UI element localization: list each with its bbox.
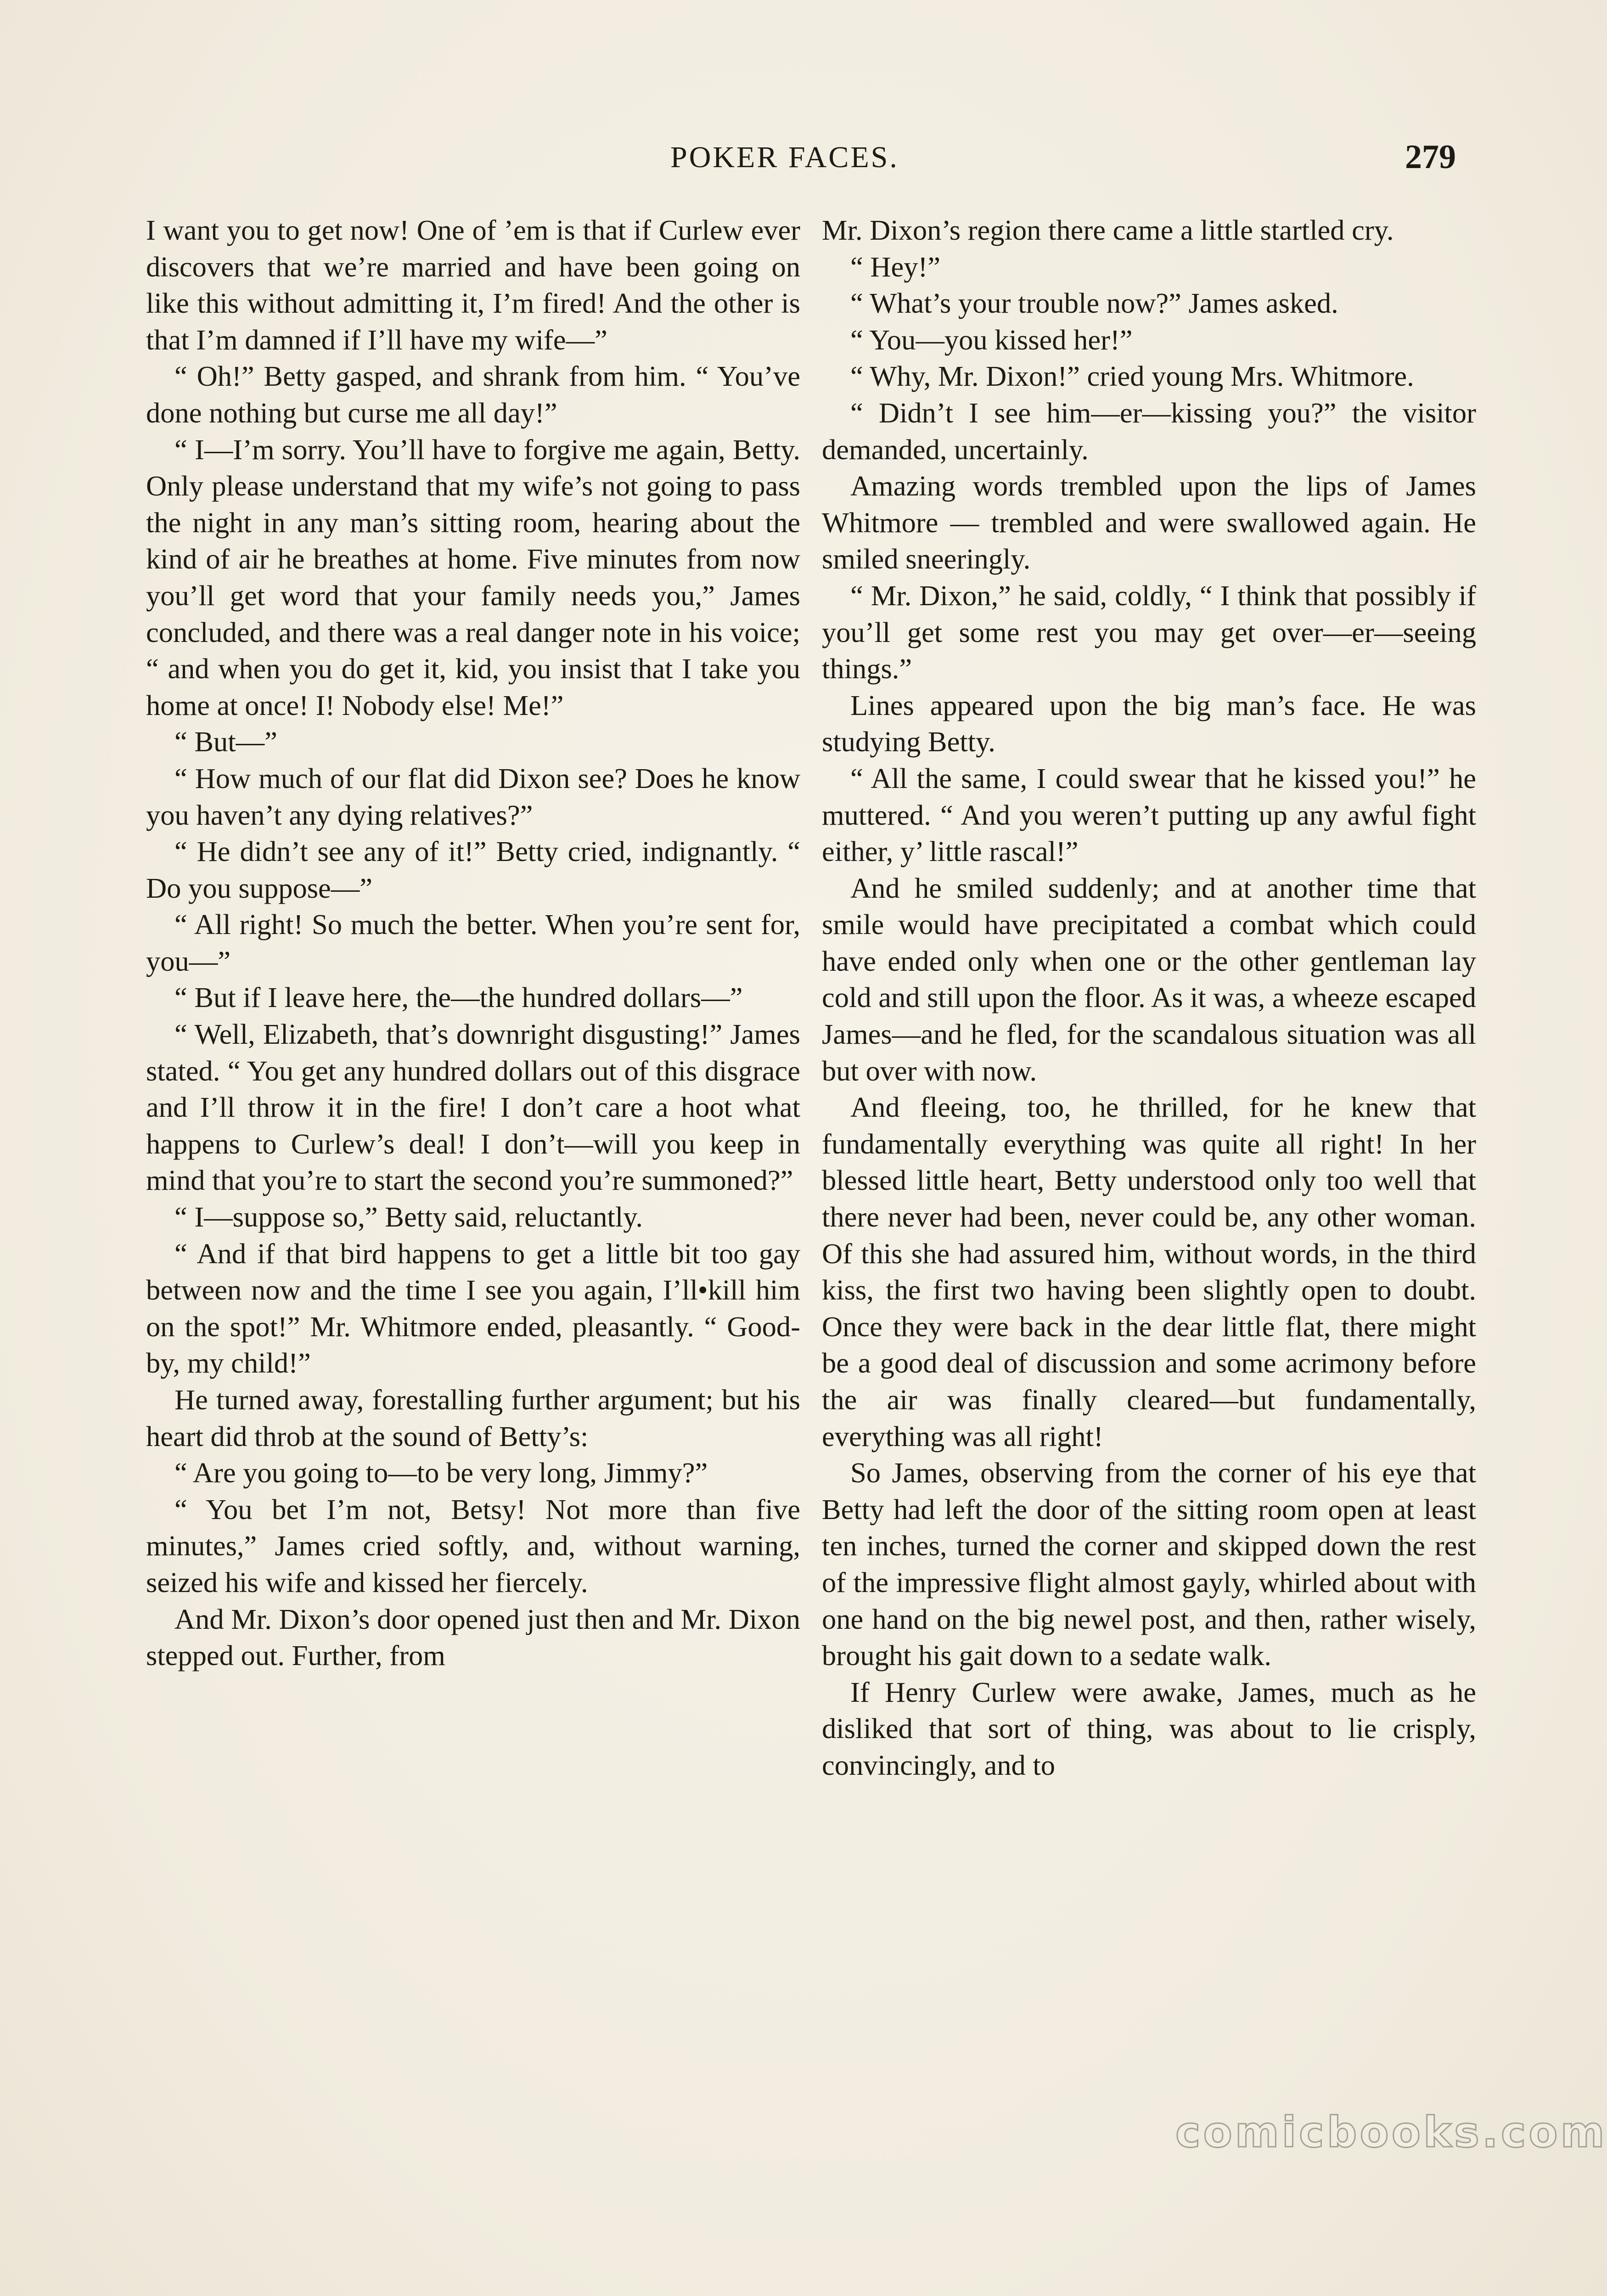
paragraph: So James, observing from the corner of his eye that Betty had left the door of the sitting room open at least ten inches, turned the corner and skipped down the rest of the impressive flight almost gayly, whirled about with one hand on the big newel post, and then, rather wisely, brought his gait down to a sedate walk.: [822, 1457, 1476, 1672]
paragraph: “ All the same, I could swear that he kissed you!” he muttered. “ And you weren’t putting up any awful fight either, y’ little rascal!”: [822, 762, 1476, 868]
paragraph: Lines appeared upon the big man’s face. He was studying Betty.: [822, 689, 1476, 758]
right-column: [822, 212, 1476, 1784]
paragraph: Amazing words trembled upon the lips of James Whitmore — trembled and were swallowed again. He smiled sneeringly.: [822, 470, 1476, 575]
paragraph: “ But—”: [174, 726, 277, 758]
paragraph: “ Are you going to—to be very long, Jimmy?”: [174, 1457, 708, 1489]
paragraph: “ And if that bird happens to get a little bit too gay between now and the time I see you again, I’ll•kill him on the spot!” Mr. Whitmore ended, pleasantly. “ Good-by, my child!”: [146, 1237, 800, 1379]
paragraph: Mr. Dixon’s region there came a little startled cry.: [822, 214, 1394, 246]
paragraph: “ What’s your trouble now?” James asked.: [850, 287, 1338, 320]
watermark-logo: comicbooks.com: [1175, 2108, 1607, 2157]
paragraph: If Henry Curlew were awake, James, much as he disliked that sort of thing, was about to lie crisply, convincingly, and to: [822, 1676, 1476, 1781]
paragraph: “ Why, Mr. Dixon!” cried young Mrs. Whitmore.: [850, 360, 1414, 393]
paragraph: “ Mr. Dixon,” he said, coldly, “ I think that possibly if you’ll get some rest you may get over—er—seeing things.”: [822, 579, 1476, 685]
left-column: [146, 212, 800, 1674]
paragraph: And Mr. Dixon’s door opened just then and Mr. Dixon stepped out. Further, from: [146, 1603, 800, 1672]
paragraph: “ Oh!” Betty gasped, and shrank from him. “ You’ve done nothing but curse me all day!”: [146, 360, 800, 429]
paragraph: “ How much of our flat did Dixon see? Does he know you haven’t any dying relatives?”: [146, 762, 800, 831]
paragraph: And he smiled suddenly; and at another time that smile would have precipitated a combat which could have ended only when one or the other gentleman lay cold and still upon the floor. As it was, a wheeze escaped James—and he fled, for the scandalous situation was all but over with now.: [822, 872, 1476, 1087]
paragraph: And fleeing, too, he thrilled, for he knew that fundamentally everything was quite all right! In her blessed little heart, Betty understood only too well that there never had been, never could be, any other woman. Of this she had assured him, without words, in the third kiss, the first two having been slightly open to doubt. Once they were back in the dear little flat, there might be a good deal of discussion and some acrimony before the air was finally cleared—but fundamentally, everything was all right!: [822, 1091, 1476, 1452]
paragraph: “ I—I’m sorry. You’ll have to forgive me again, Betty. Only please understand that my wife’s not going to pass the night in any man’s sitting room, hearing about the kind of air he breathes at home. Five minutes from now you’ll get word that your family needs you,” James concluded, and there was a real danger note in his voice; “ and when you do get it, kid, you insist that I take you home at once! I! Nobody else! Me!”: [146, 433, 800, 721]
paragraph: I want you to get now! One of ’em is that if Curlew ever discovers that we’re married and have been going on like this without admitting it, I’m fired! And the other is that I’m damned if I’ll have my wife—”: [146, 214, 800, 356]
paragraph: He turned away, forestalling further argument; but his heart did throb at the sound of Betty’s:: [146, 1384, 800, 1452]
paragraph: “ He didn’t see any of it!” Betty cried, indignantly. “ Do you suppose—”: [146, 835, 800, 904]
paragraph: “ You—you kissed her!”: [850, 323, 1133, 356]
paragraph: “ Well, Elizabeth, that’s downright disgusting!” James stated. “ You get any hundred dollars out of this disgrace and I’ll throw it in the fire! I don’t care a hoot what happens to Curlew’s deal! I don’t—will you keep in mind that you’re to start the second you’re summoned?”: [146, 1018, 800, 1197]
paragraph: “ Didn’t I see him—er—kissing you?” the visitor demanded, uncertainly.: [822, 396, 1476, 466]
paragraph: “ All right! So much the better. When you’re sent for, you—”: [146, 908, 800, 977]
paragraph: “ I—suppose so,” Betty said, reluctantly.: [174, 1201, 643, 1233]
page-number: 279: [1405, 138, 1456, 176]
paragraph: “ But if I leave here, the—the hundred dollars—”: [174, 981, 743, 1014]
running-head: POKER FACES.: [670, 141, 899, 174]
paragraph: “ You bet I’m not, Betsy! Not more than five minutes,” James cried softly, and, without warning, seized his wife and kissed her fiercely.: [146, 1493, 800, 1598]
paragraph: “ Hey!”: [850, 250, 941, 283]
